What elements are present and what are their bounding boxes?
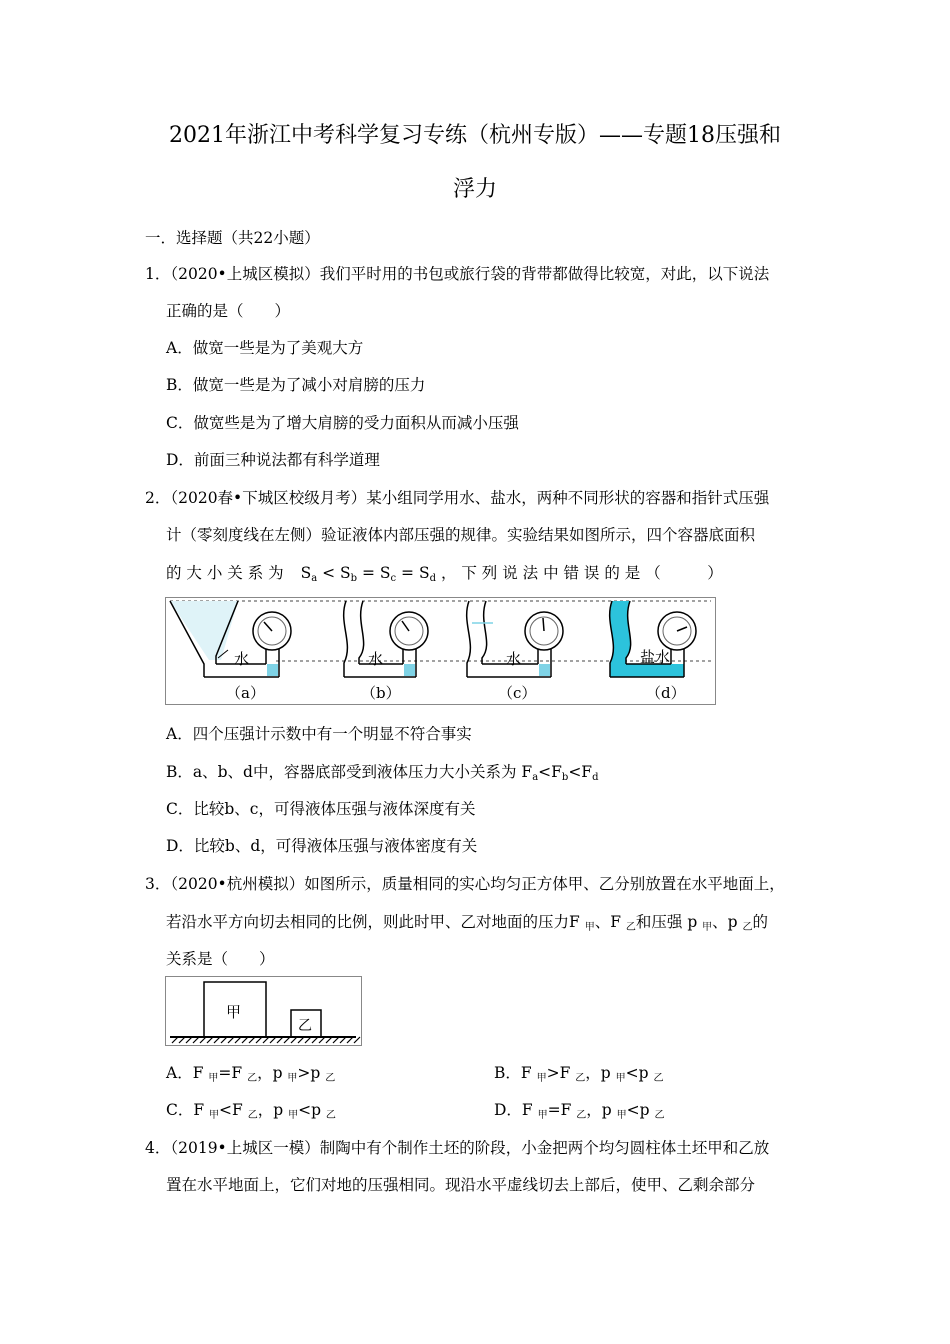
container-b <box>344 601 428 677</box>
section-heading: 一．选择题（共22小题） <box>145 229 320 247</box>
q3-figure <box>165 976 362 1046</box>
q3-option-c: C．F $_甲$<F $_乙$，p $_甲$<p $_乙$ <box>166 1101 336 1121</box>
q4-stem-line2: 置在水平地面上，它们对地的压强相同。现沿水平虚线切去上部后，使甲、乙剩余部分 <box>166 1176 756 1194</box>
q2-option-d: D．比较b、d，可得液体压强与液体密度有关 <box>166 837 478 855</box>
fig-caption-d: （d） <box>646 684 686 702</box>
q3-stem-line3: 关系是（ ） <box>166 950 275 968</box>
q2-option-c: C．比较b、c，可得液体压强与液体深度有关 <box>166 800 476 818</box>
doc-title-line2: 浮力 <box>452 177 497 202</box>
fig-a-liquid-label: 水 <box>234 650 250 668</box>
fig-d-liquid-label: 盐水 <box>640 648 671 666</box>
container-a <box>170 601 291 677</box>
q3-option-d: D．F $_甲$=F $_乙$，p $_甲$<p $_乙$ <box>494 1101 665 1121</box>
q3-option-a: A．F $_甲$=F $_乙$，p $_甲$>p $_乙$ <box>166 1064 336 1084</box>
q1-option-d: D．前面三种说法都有科学道理 <box>166 451 380 469</box>
q2-figure <box>165 597 716 705</box>
area-relation: $S_a < S_b = S_c = S_d$ <box>300 564 436 584</box>
q1-stem-line2: 正确的是（ ） <box>166 302 291 320</box>
q2-option-b: B．a、b、d中，容器底部受到液体压力大小关系为 $F_a<F_b<F_d$ <box>166 763 599 783</box>
q1-option-b: B．做宽一些是为了减小对肩膀的压力 <box>166 376 426 394</box>
q4-stem-line1: 4．（2019•上城区一模）制陶中有个制作土坯的阶段，小金把两个均匀圆柱体土坯甲和乙放 <box>145 1139 770 1157</box>
q1-stem-line1: 1．（2020•上城区模拟）我们平时用的书包或旅行袋的背带都做得比较宽，对此，以下说法 <box>145 265 770 283</box>
cube-jia-label: 甲 <box>226 1003 242 1021</box>
doc-title-line1: 2021年浙江中考科学复习专练（杭州专版）——专题18压强和 <box>169 123 781 148</box>
fig-b-liquid-label: 水 <box>368 650 384 668</box>
q3-stem-line1: 3．（2020•杭州模拟）如图所示，质量相同的实心均匀正方体甲、乙分别放置在水平地面上， <box>145 875 785 893</box>
fig-caption-a: （a） <box>226 684 265 702</box>
q3-stem-line2: 若沿水平方向切去相同的比例，则此时甲、乙对地面的压力F $_甲$、F $_乙$和压强 p $_甲$、p $_乙$的 <box>166 913 769 933</box>
fig-caption-b: （b） <box>361 684 401 702</box>
fig-caption-c: （c） <box>498 684 537 702</box>
q2-stem-line2: 计（零刻度线在左侧）验证液体内部压强的规律。实验结果如图所示，四个容器底面积 <box>166 526 756 544</box>
fig-c-liquid-label: 水 <box>506 650 522 668</box>
q1-option-a: A．做宽一些是为了美观大方 <box>166 339 364 357</box>
cube-yi-label: 乙 <box>298 1018 312 1034</box>
q1-option-c: C．做宽些是为了增大肩膀的受力面积从而减小压强 <box>166 414 519 432</box>
q3-option-b: B．F $_甲$>F $_乙$，p $_甲$<p $_乙$ <box>494 1064 664 1084</box>
q2-stem-line3: 的 大 小 关 系 为 $S_a < S_b = S_c = S_d$ ， 下 列 说 法 中 错 误 的 是 （ ） <box>166 564 723 584</box>
q2-stem-line1: 2．（2020春•下城区校级月考）某小组同学用水、盐水，两种不同形状的容器和指针式压强 <box>145 489 770 507</box>
q2-option-a: A．四个压强计示数中有一个明显不符合事实 <box>166 725 472 743</box>
